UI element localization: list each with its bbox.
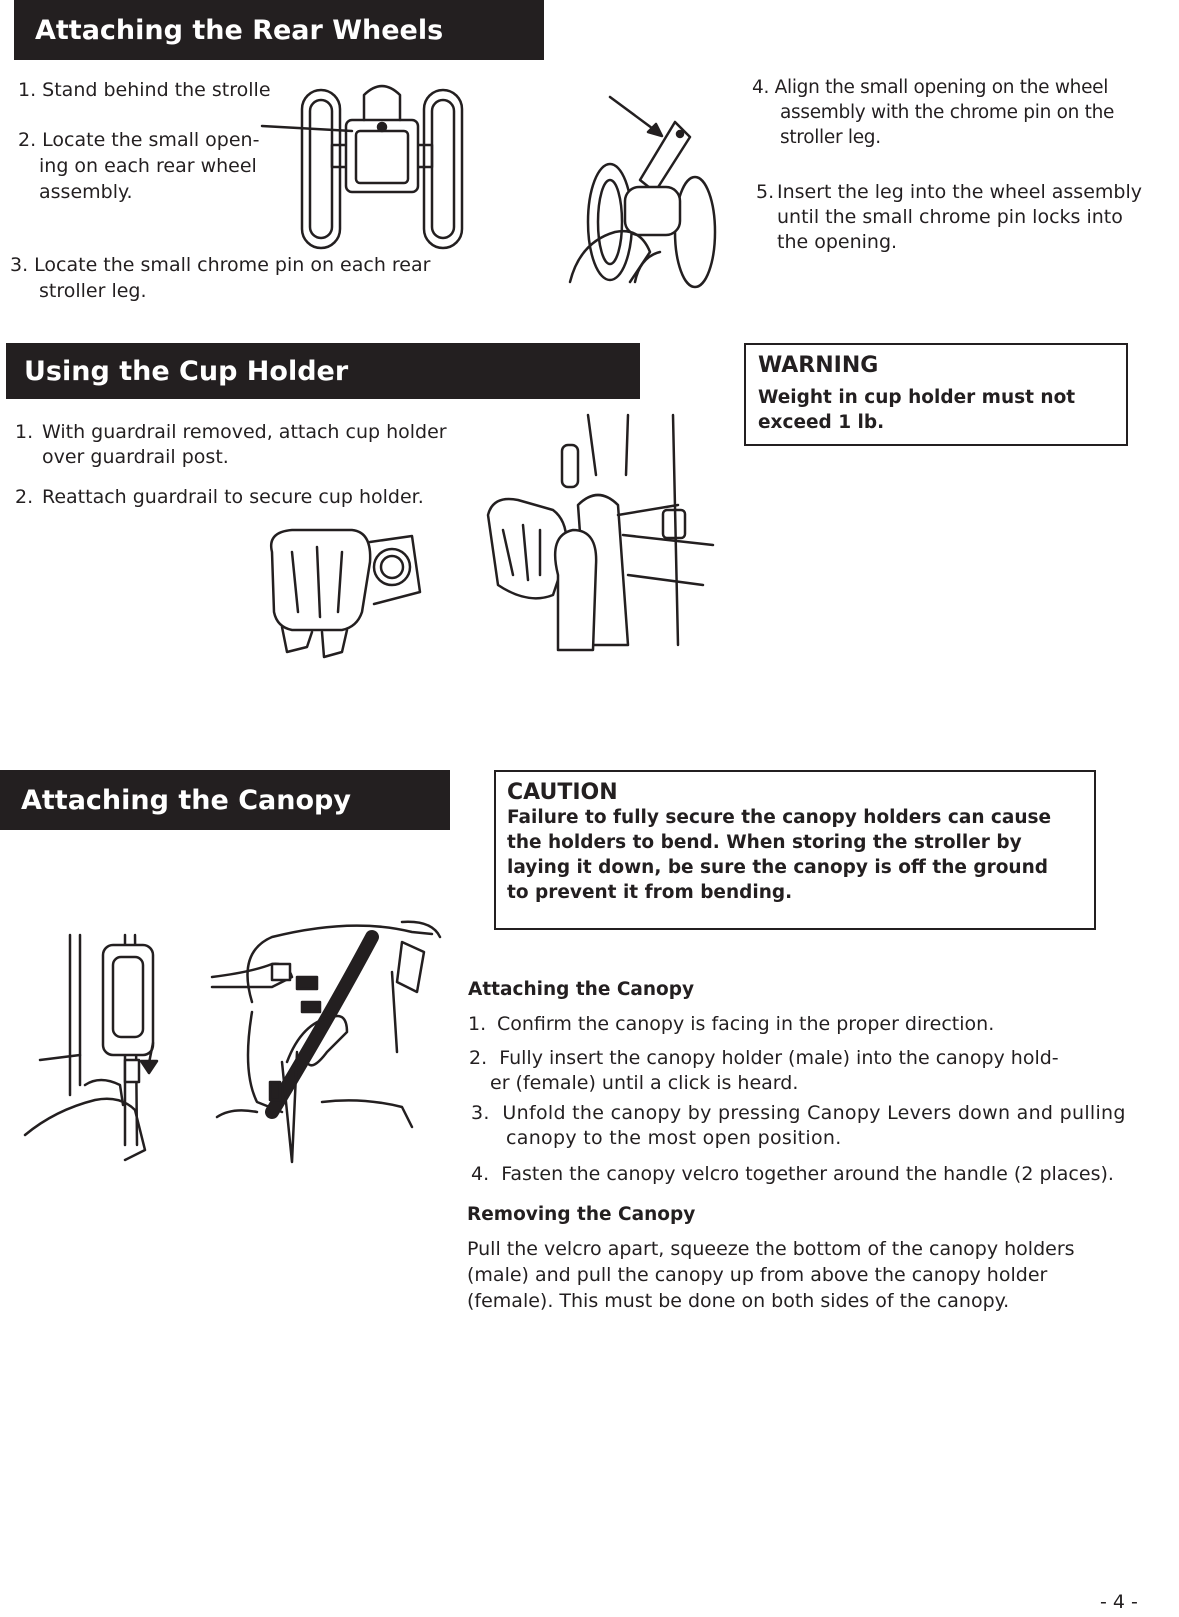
- cup-holder-step-2-text: Reattach guardrail to secure cup holder.: [42, 486, 424, 508]
- remove-canopy-line-1: Pull the velcro apart, squeeze the bottom of the canopy holders: [467, 1238, 1075, 1260]
- cup-holder-banner: [6, 343, 640, 399]
- rear-wheels-title: Attaching the Rear Wheels: [35, 14, 444, 46]
- rear-wheels-step-3-line-1: 3. Locate the small chrome pin on each rear: [10, 254, 431, 276]
- page-number: - 4 -: [1100, 1591, 1138, 1613]
- canopy-velcro-illustration: [212, 912, 442, 1162]
- rear-wheels-step-4-line-2: assembly with the chrome pin on the: [780, 102, 1115, 123]
- caution-line-3: laying it down, be sure the canopy is off the ground: [507, 857, 1049, 878]
- cup-holder-attached-illustration: [478, 415, 718, 665]
- rear-wheels-step-4-line-1: 4. Align the small opening on the wheel: [752, 77, 1109, 98]
- warning-box: [744, 343, 1128, 446]
- canopy-step-4-text: 4. Fasten the canopy velcro together around the handle (2 places).: [471, 1163, 1114, 1185]
- canopy-step-1-text: Confirm the canopy is facing in the proper direction.: [497, 1013, 995, 1035]
- canopy-step-2-line-1: 2. Fully insert the canopy holder (male) into the canopy hold-: [469, 1047, 1059, 1069]
- caution-line-2: the holders to bend. When storing the stroller by: [507, 832, 1022, 853]
- rear-wheels-step-2-line-1: 2. Locate the small open-: [18, 129, 260, 151]
- rear-wheels-step-5-line-1: Insert the leg into the wheel assembly: [777, 181, 1142, 203]
- caution-box: [494, 770, 1096, 930]
- rear-wheels-step-5-line-2: until the small chrome pin locks into: [777, 206, 1123, 228]
- caution-title: CAUTION: [507, 780, 618, 805]
- warning-line-1: Weight in cup holder must not: [758, 387, 1076, 408]
- remove-canopy-line-2: (male) and pull the canopy up from above the canopy holder: [467, 1264, 1048, 1286]
- rear-wheels-step-1: 1. Stand behind the strolle: [18, 79, 271, 101]
- rear-wheels-step-4-line-3: stroller leg.: [780, 127, 881, 148]
- cup-holder-title: Using the Cup Holder: [24, 355, 349, 387]
- attach-canopy-heading: Attaching the Canopy: [468, 979, 695, 1000]
- cup-holder-step-1-number: 1.: [15, 421, 34, 443]
- cup-holder-illustration: [262, 522, 442, 662]
- canopy-step-3-line-1: 3. Unfold the canopy by pressing Canopy Levers down and pulling: [471, 1102, 1126, 1124]
- leg-insertion-illustration: [570, 92, 730, 292]
- cup-holder-step-2-number: 2.: [15, 486, 34, 508]
- canopy-step-2-line-2: er (female) until a click is heard.: [490, 1072, 799, 1094]
- rear-wheels-step-2-line-3: assembly.: [39, 181, 133, 203]
- rear-wheels-step-3-line-2: stroller leg.: [39, 280, 147, 302]
- remove-canopy-line-3: (female). This must be done on both sides of the canopy.: [467, 1290, 1010, 1312]
- rear-wheels-banner: [14, 0, 544, 60]
- rear-wheels-step-5-number: 5.: [756, 181, 775, 203]
- rear-wheels-step-5-line-3: the opening.: [777, 231, 898, 253]
- rear-wheel-assembly-illustration: [282, 75, 482, 255]
- canopy-banner: [0, 770, 450, 830]
- cup-holder-step-1-line-1: With guardrail removed, attach cup holder: [42, 421, 447, 443]
- canopy-title: Attaching the Canopy: [21, 784, 351, 816]
- warning-line-2: exceed 1 lb.: [758, 412, 885, 433]
- cup-holder-step-1-line-2: over guardrail post.: [42, 446, 229, 468]
- caution-line-4: to prevent it from bending.: [507, 882, 793, 903]
- caution-line-1: Failure to fully secure the canopy holders can cause: [507, 807, 1052, 828]
- canopy-step-1-number: 1.: [468, 1013, 487, 1035]
- rear-wheels-step-2-line-2: ing on each rear wheel: [39, 155, 257, 177]
- canopy-holder-insertion-illustration: [25, 935, 175, 1160]
- remove-canopy-heading: Removing the Canopy: [467, 1204, 696, 1225]
- canopy-step-3-line-2: canopy to the most open position.: [506, 1127, 842, 1149]
- warning-title: WARNING: [758, 353, 879, 378]
